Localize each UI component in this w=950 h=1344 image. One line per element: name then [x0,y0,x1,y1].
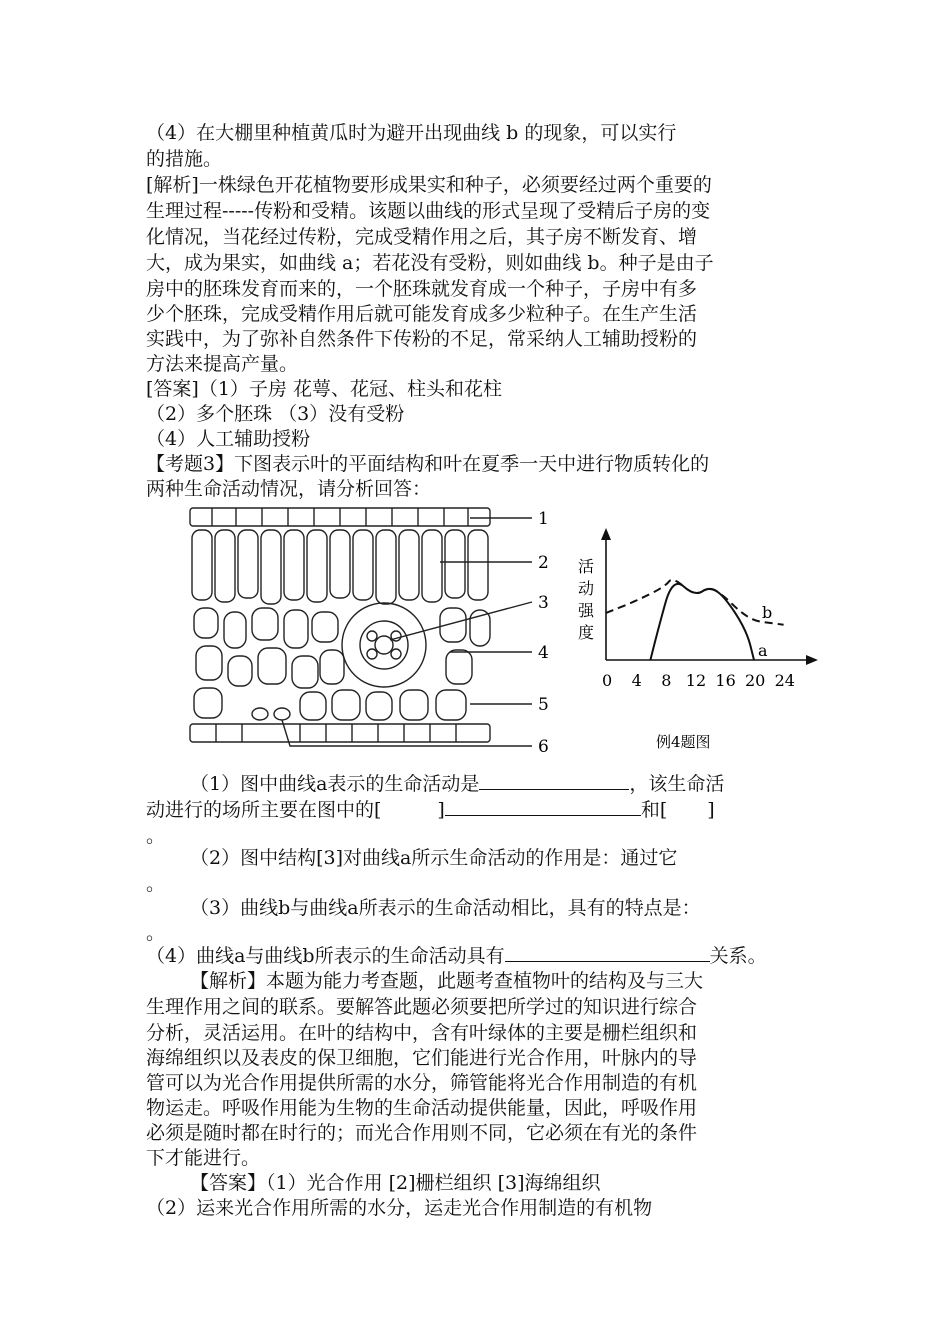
analysis-line: 物运走。呼吸作用能为生物的生命活动提供能量，因此，呼吸作用 [146,1097,698,1119]
answer-line: （4）人工辅助授粉 [146,428,311,450]
text-line: [解析]一株绿色开花植物要形成果实和种子，必须要经过两个重要的 [146,174,712,196]
leaf-label-6: 6 [538,737,549,757]
question-1 [190,771,724,797]
answer-blank[interactable] [505,943,710,962]
leaf-cross-section [190,508,532,746]
question-text: ，该生命活 [629,773,725,795]
question-1-cont [146,797,715,823]
analysis-line: 生理作用之间的联系。要解答此题必须要把所学过的知识进行综合 [146,996,698,1018]
activity-chart [578,528,818,751]
curve-b-line [606,580,784,625]
question-text: ] [707,799,715,821]
text-line: 的措施。 [146,148,223,170]
question-text: （4）曲线a与曲线b所表示的生命活动具有 [146,945,505,967]
text-line: （4）在大棚里种植黄瓜时为避开出现曲线 b 的现象，可以实行 [146,122,677,144]
question-3-end: 。 [146,922,166,944]
figure-caption: 例4题图 [656,733,711,751]
text-line: 化情况，当花经过传粉，完成受精作用之后，其子房不断发育、增 [146,226,698,248]
analysis-line: 必须是随时都在时行的；而光合作用则不同，它必须在有光的条件 [146,1122,698,1144]
analysis-line: 分析，灵活运用。在叶的结构中，含有叶绿体的主要是栅栏组织和 [146,1022,698,1044]
text-line: 生理过程-----传粉和受精。该题以曲线的形式呈现了受精后子房的变 [146,200,711,222]
x-axis-arrow [806,655,818,665]
x-tick-label: 8 [661,671,672,690]
leaf-label-2: 2 [538,553,549,573]
x-tick-label: 16 [715,671,736,690]
question-2: （2）图中结构[3]对曲线a所示生命活动的作用是：通过它 [190,847,678,869]
y-axis-arrow [601,528,611,540]
question-2-end: 。 [146,873,166,895]
answer-line: 【答案】（1）光合作用 [2]栅栏组织 [3]海绵组织 [190,1172,601,1194]
x-tick-label: 20 [745,671,766,690]
question-1-end: 。 [146,825,166,847]
question-text: （1）图中曲线a表示的生命活动是 [190,773,480,795]
text-line: 实践中，为了弥补自然条件下传粉的不足，常采纳人工辅助授粉的 [146,328,698,350]
question-text: ] [437,799,445,821]
question-3: （3）曲线b与曲线a所表示的生命活动相比，具有的特点是： [190,897,701,919]
text-line: 两种生命活动情况，请分析回答： [146,478,432,500]
text-line: 房中的胚珠发育而来的，一个胚珠就发育成一个种子，子房中有多 [146,278,698,300]
x-tick-label: 12 [685,671,707,690]
answer-line: （2）运来光合作用所需的水分，运走光合作用制造的有机物 [146,1197,653,1219]
text-line: 少个胚珠，完成受精作用后就可能发育成多少粒种子。在生产生活 [146,303,698,325]
analysis-line: 【解析】本题为能力考查题，此题考查植物叶的结构及与三大 [190,970,704,992]
leaf-label-4: 4 [538,643,549,663]
y-label-char: 强 [578,601,595,620]
answer-line: （2）多个胚珠 （3）没有受粉 [146,403,405,425]
curve-a-line [650,584,754,660]
leaf-label-3: 3 [538,593,549,613]
analysis-line: 海绵组织以及表皮的保卫细胞，它们能进行光合作用，叶脉内的导 [146,1047,698,1069]
curve-a-label: a [758,641,768,660]
question-4 [146,943,767,969]
question-text: 关系。 [709,945,767,967]
y-label-char: 活 [578,557,595,576]
question-heading: 【考题3】下图表示叶的平面结构和叶在夏季一天中进行物质转化的 [146,453,710,475]
x-tick-label: 24 [774,671,795,690]
curve-b-label: b [762,603,773,622]
leaf-label-5: 5 [538,695,549,715]
answer-blank[interactable] [445,797,641,816]
text-line: 方法来提高产量。 [146,353,299,375]
y-label-char: 动 [578,579,595,598]
x-tick-label: 0 [602,671,613,690]
analysis-line: 下才能进行。 [146,1147,261,1169]
x-tick-label: 4 [631,671,642,690]
question-text: 动进行的场所主要在图中的[ [146,799,382,821]
question-text: 和[ [640,799,668,821]
y-label-char: 度 [578,623,595,642]
text-line: 大，成为果实，如曲线 a；若花没有受粉，则如曲线 b。种子是由子 [146,252,714,274]
figure [0,500,950,780]
leaf-label-1: 1 [538,509,549,529]
answer-line: [答案]（1）子房 花萼、花冠、柱头和花柱 [146,378,502,400]
answer-blank[interactable] [479,771,629,790]
analysis-line: 管可以为光合作用提供所需的水分，筛管能将光合作用制造的有机 [146,1072,698,1094]
